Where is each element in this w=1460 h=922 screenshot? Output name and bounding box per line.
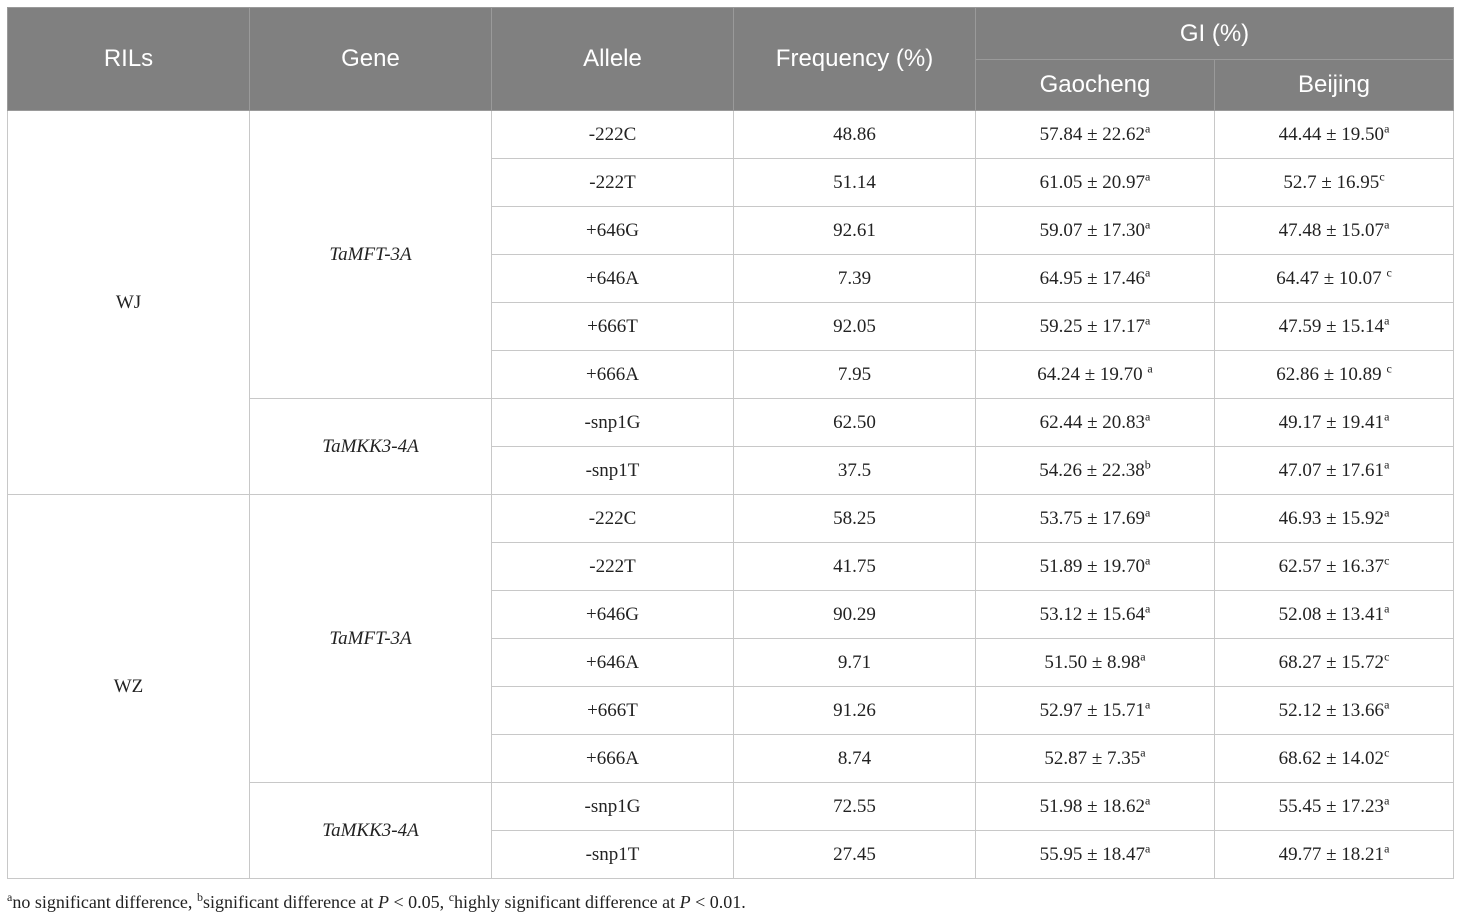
allele-cell: +666A (492, 351, 734, 399)
table-body (8, 111, 1454, 879)
allele-cell: -snp1G (492, 399, 734, 447)
allele-cell: +646G (492, 207, 734, 255)
beijing-value: 64.47 ± 10.07 (1276, 267, 1387, 289)
gaocheng-value: 59.25 ± 17.17 (1039, 315, 1146, 337)
gaocheng-value: 62.44 ± 20.83 (1039, 411, 1146, 433)
gaocheng-cell (976, 735, 1215, 783)
frequency-cell: 92.05 (734, 303, 976, 351)
allele-cell: +646G (492, 591, 734, 639)
beijing-cell (1215, 783, 1454, 831)
beijing-cell (1215, 543, 1454, 591)
data-table (7, 7, 1454, 879)
frequency-cell: 92.61 (734, 207, 976, 255)
beijing-value: 49.77 ± 18.21 (1278, 843, 1385, 865)
footnote-text-b: significant difference at (202, 892, 379, 912)
footnote-sup-b: b (196, 890, 203, 904)
footnote-text-c: highly significant difference at (454, 892, 680, 912)
significance-letter: a (1384, 217, 1390, 232)
gaocheng-cell (976, 207, 1215, 255)
beijing-cell (1215, 255, 1454, 303)
significance-letter: c (1386, 265, 1392, 280)
table-footnote (7, 892, 746, 913)
footnote-p-symbol: P (679, 892, 691, 912)
frequency-cell: 41.75 (734, 543, 976, 591)
ril-cell: WJ (8, 111, 250, 495)
gaocheng-value: 59.07 ± 17.30 (1039, 219, 1146, 241)
significance-letter: a (1384, 457, 1390, 472)
beijing-value: 52.08 ± 13.41 (1278, 603, 1385, 625)
gaocheng-cell (976, 303, 1215, 351)
significance-letter: a (1384, 121, 1390, 136)
gaocheng-value: 53.75 ± 17.69 (1039, 507, 1146, 529)
allele-cell: +666T (492, 303, 734, 351)
beijing-cell (1215, 303, 1454, 351)
gaocheng-value: 51.98 ± 18.62 (1039, 795, 1146, 817)
gaocheng-cell (976, 399, 1215, 447)
header-allele: Allele (492, 8, 734, 111)
gaocheng-value: 51.89 ± 19.70 (1039, 555, 1146, 577)
gaocheng-value: 52.87 ± 7.35 (1044, 747, 1141, 769)
table-row (8, 111, 1454, 159)
gaocheng-value: 51.50 ± 8.98 (1044, 651, 1141, 673)
beijing-cell (1215, 399, 1454, 447)
gaocheng-cell (976, 447, 1215, 495)
beijing-value: 62.57 ± 16.37 (1278, 555, 1385, 577)
significance-letter: a (1145, 169, 1151, 184)
beijing-cell (1215, 591, 1454, 639)
allele-cell: -222T (492, 159, 734, 207)
beijing-cell (1215, 831, 1454, 879)
significance-letter: c (1384, 553, 1390, 568)
frequency-cell: 37.5 (734, 447, 976, 495)
beijing-value: 44.44 ± 19.50 (1278, 123, 1385, 145)
significance-letter: a (1145, 121, 1151, 136)
significance-letter: c (1379, 169, 1385, 184)
significance-letter: a (1145, 313, 1151, 328)
beijing-cell (1215, 159, 1454, 207)
ril-cell: WZ (8, 495, 250, 879)
frequency-cell: 7.39 (734, 255, 976, 303)
gaocheng-value: 61.05 ± 20.97 (1039, 171, 1146, 193)
beijing-value: 52.7 ± 16.95 (1283, 171, 1380, 193)
beijing-cell (1215, 447, 1454, 495)
gaocheng-value: 54.26 ± 22.38 (1039, 459, 1145, 481)
gaocheng-cell (976, 831, 1215, 879)
frequency-cell: 58.25 (734, 495, 976, 543)
header-gaocheng: Gaocheng (976, 60, 1215, 111)
significance-letter: a (1140, 745, 1146, 760)
frequency-cell: 48.86 (734, 111, 976, 159)
gaocheng-cell (976, 255, 1215, 303)
significance-letter: a (1145, 265, 1151, 280)
allele-cell: +646A (492, 255, 734, 303)
table-header (8, 8, 1454, 111)
gaocheng-value: 53.12 ± 15.64 (1039, 603, 1146, 625)
gene-cell: TaMKK3-4A (250, 399, 492, 495)
gaocheng-cell (976, 159, 1215, 207)
allele-cell: -222C (492, 495, 734, 543)
header-rils: RILs (8, 8, 250, 111)
frequency-cell: 62.50 (734, 399, 976, 447)
significance-letter: a (1384, 841, 1390, 856)
beijing-value: 68.62 ± 14.02 (1278, 747, 1385, 769)
header-gene: Gene (250, 8, 492, 111)
table-row (8, 495, 1454, 543)
significance-letter: a (1145, 217, 1151, 232)
beijing-value: 46.93 ± 15.92 (1278, 507, 1385, 529)
allele-cell: -222T (492, 543, 734, 591)
beijing-value: 47.48 ± 15.07 (1278, 219, 1385, 241)
beijing-cell (1215, 639, 1454, 687)
significance-letter: a (1145, 793, 1151, 808)
gaocheng-cell (976, 687, 1215, 735)
significance-letter: a (1384, 793, 1390, 808)
gaocheng-value: 64.24 ± 19.70 (1037, 363, 1148, 385)
header-beijing: Beijing (1215, 60, 1454, 111)
footnote-text-a: no significant difference, (12, 892, 197, 912)
significance-letter: a (1145, 553, 1151, 568)
frequency-cell: 90.29 (734, 591, 976, 639)
gaocheng-cell (976, 591, 1215, 639)
frequency-cell: 7.95 (734, 351, 976, 399)
beijing-cell (1215, 111, 1454, 159)
gaocheng-value: 57.84 ± 22.62 (1039, 123, 1146, 145)
footnote-text-b2: < 0.05, (389, 892, 449, 912)
allele-cell: +666T (492, 687, 734, 735)
frequency-cell: 72.55 (734, 783, 976, 831)
frequency-cell: 91.26 (734, 687, 976, 735)
significance-letter: a (1384, 505, 1390, 520)
beijing-cell (1215, 351, 1454, 399)
beijing-cell (1215, 495, 1454, 543)
significance-letter: a (1384, 409, 1390, 424)
frequency-cell: 9.71 (734, 639, 976, 687)
footnote-text-c2: < 0.01. (690, 892, 746, 912)
gaocheng-value: 52.97 ± 15.71 (1039, 699, 1146, 721)
beijing-cell (1215, 735, 1454, 783)
gaocheng-cell (976, 543, 1215, 591)
beijing-value: 47.59 ± 15.14 (1278, 315, 1385, 337)
beijing-value: 52.12 ± 13.66 (1278, 699, 1385, 721)
beijing-value: 68.27 ± 15.72 (1278, 651, 1385, 673)
significance-letter: a (1145, 409, 1151, 424)
footnote-sup-c: c (448, 890, 455, 904)
significance-letter: a (1145, 505, 1151, 520)
frequency-cell: 8.74 (734, 735, 976, 783)
gaocheng-cell (976, 639, 1215, 687)
significance-letter: c (1384, 649, 1390, 664)
footnote-sup-a: a (7, 890, 13, 904)
significance-letter: c (1386, 361, 1392, 376)
gaocheng-cell (976, 783, 1215, 831)
gaocheng-value: 64.95 ± 17.46 (1039, 267, 1146, 289)
gene-cell: TaMKK3-4A (250, 783, 492, 879)
significance-letter: b (1144, 457, 1151, 472)
frequency-cell: 51.14 (734, 159, 976, 207)
gaocheng-cell (976, 495, 1215, 543)
allele-cell: +646A (492, 639, 734, 687)
beijing-value: 47.07 ± 17.61 (1278, 459, 1385, 481)
frequency-cell: 27.45 (734, 831, 976, 879)
significance-letter: a (1145, 697, 1151, 712)
gene-cell: TaMFT-3A (250, 111, 492, 399)
significance-letter: a (1384, 601, 1390, 616)
significance-letter: a (1384, 313, 1390, 328)
significance-letter: a (1384, 697, 1390, 712)
allele-cell: -snp1T (492, 831, 734, 879)
gene-cell: TaMFT-3A (250, 495, 492, 783)
allele-cell: +666A (492, 735, 734, 783)
header-gi: GI (%) (976, 8, 1454, 60)
significance-letter: a (1145, 601, 1151, 616)
allele-cell: -snp1G (492, 783, 734, 831)
beijing-value: 49.17 ± 19.41 (1278, 411, 1385, 433)
significance-letter: c (1384, 745, 1390, 760)
allele-cell: -snp1T (492, 447, 734, 495)
significance-letter: a (1147, 361, 1153, 376)
beijing-cell (1215, 687, 1454, 735)
significance-letter: a (1140, 649, 1146, 664)
footnote-p-symbol: P (378, 892, 390, 912)
beijing-value: 62.86 ± 10.89 (1276, 363, 1387, 385)
allele-cell: -222C (492, 111, 734, 159)
beijing-cell (1215, 207, 1454, 255)
significance-letter: a (1145, 841, 1151, 856)
header-frequency: Frequency (%) (734, 8, 976, 111)
gaocheng-cell (976, 351, 1215, 399)
gaocheng-value: 55.95 ± 18.47 (1039, 843, 1146, 865)
gaocheng-cell (976, 111, 1215, 159)
beijing-value: 55.45 ± 17.23 (1278, 795, 1385, 817)
